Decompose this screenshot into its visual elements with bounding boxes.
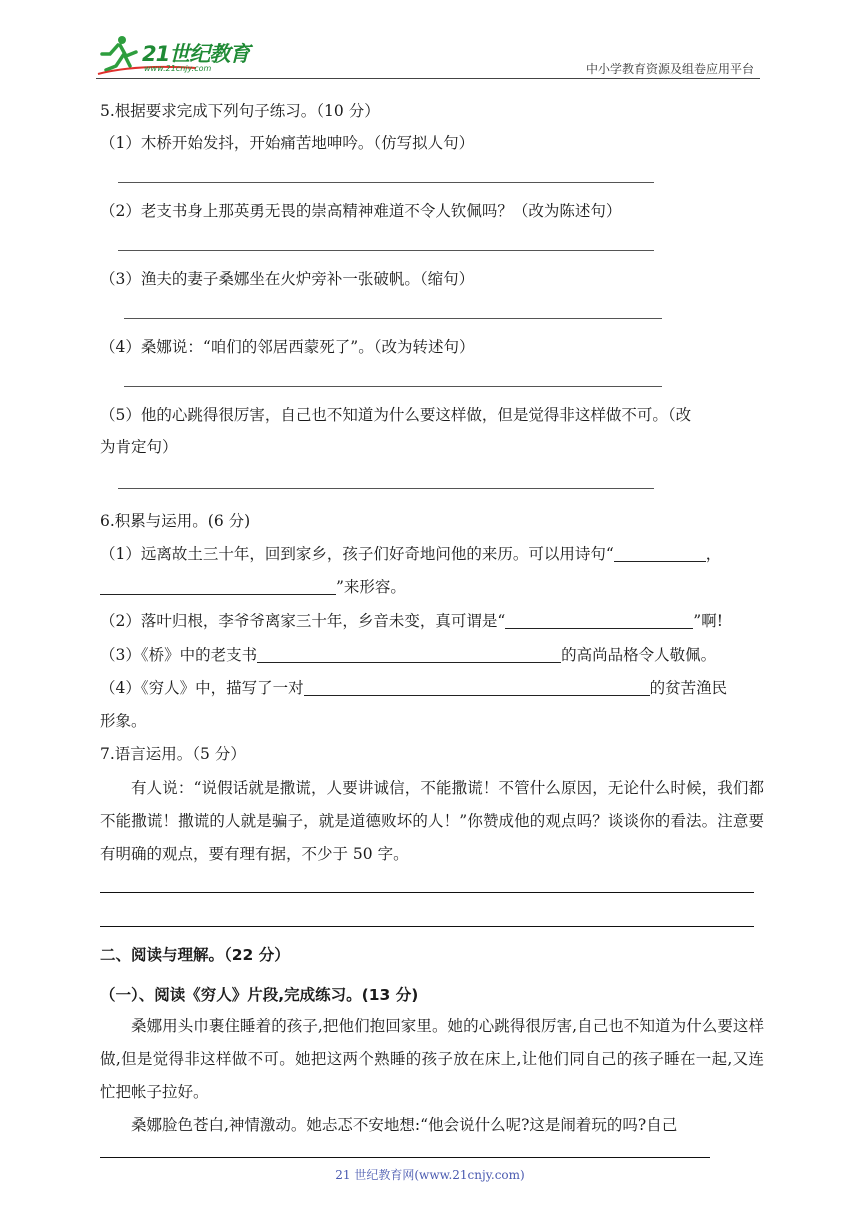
answer-line-q5-3[interactable] <box>124 318 662 319</box>
blank-q6-3[interactable] <box>257 644 561 663</box>
q5-item-2: （2）老支书身上那英勇无畏的崇高精神难道不令人钦佩吗？（改为陈述句） <box>100 202 622 220</box>
q6-item-1-tail: ”来形容。 <box>336 578 406 596</box>
blank-q6-1a[interactable] <box>614 543 706 562</box>
q6-item-1-comma: ， <box>705 545 722 563</box>
q5-item-5-line1: （5）他的心跳得很厉害，自己也不知道为什么要这样做，但是觉得非这样做不可。（改 <box>100 406 692 424</box>
answer-line-q5-1[interactable] <box>118 182 654 183</box>
page-header <box>96 30 760 80</box>
q6-item-2-tail: ”啊! <box>693 612 723 630</box>
answer-line-q5-4[interactable] <box>124 386 662 387</box>
section-2-subtitle: （一）、阅读《穷人》片段,完成练习。(13 分) <box>100 986 419 1004</box>
q6-item-4 <box>100 677 727 699</box>
answer-line-q7-2[interactable] <box>100 926 754 927</box>
q6-item-4-cont: 形象。 <box>100 712 147 730</box>
q6-item-1 <box>100 543 721 565</box>
reading-paragraph-1: 桑娜用头巾裹住睡着的孩子,把他们抱回家里。她的心跳得很厉害,自己也不知道为什么要这样做,但是觉得非这样做不可。她把这两个熟睡的孩子放在床上,让他们同自己的孩子睡在一起,又连忙把帐子拉好。 <box>100 1017 764 1101</box>
answer-line-q7-1[interactable] <box>100 892 754 893</box>
q5-item-5-line2: 为肯定句） <box>100 438 178 456</box>
q6-item-4-text: （4）《穷人》中，描写了一对 <box>100 679 304 697</box>
q5-item-1: （1）木桥开始发抖，开始痛苦地呻吟。（仿写拟人句） <box>100 134 475 152</box>
q6-item-3-text: （3）《桥》中的老支书 <box>100 646 258 664</box>
q5-title: 5.根据要求完成下列句子练习。（10 分） <box>100 102 380 120</box>
q7-paragraph: 有人说：“说假话就是撒谎，人要讲诚信，不能撒谎！不管什么原因，无论什么时候，我们都不能撒谎！撒谎的人就是骗子，就是道德败坏的人！”你赞成他的观点吗？谈谈你的看法。注意要有明确的观点，要有理有据，不少于 50 字。 <box>100 779 764 863</box>
footer-divider <box>100 1157 710 1158</box>
logo-title: 21世纪教育 <box>142 42 250 66</box>
q7-title: 7.语言运用。（5 分） <box>100 745 246 763</box>
q6-item-2 <box>100 610 723 632</box>
q6-title: 6.积累与运用。(6 分) <box>100 512 251 530</box>
blank-q6-1b[interactable] <box>100 576 336 595</box>
blank-q6-2[interactable] <box>505 610 693 629</box>
q6-item-1-text: （1）远离故土三十年，回到家乡，孩子们好奇地问他的来历。可以用诗句“ <box>100 545 614 563</box>
footer-text[interactable]: 21 世纪教育网(www.21cnjy.com) <box>335 1168 525 1182</box>
q5-item-3: （3）渔夫的妻子桑娜坐在火炉旁补一张破帆。（缩句） <box>100 270 475 288</box>
logo-url: www.21cnjy.com <box>144 64 212 73</box>
q6-item-1-cont <box>100 576 406 598</box>
header-platform-text: 中小学教育资源及组卷应用平台 <box>585 62 754 76</box>
q6-item-3 <box>100 644 716 666</box>
header-divider <box>96 78 760 79</box>
q5-item-4: （4）桑娜说：“咱们的邻居西蒙死了”。（改为转述句） <box>100 338 475 356</box>
blank-q6-4[interactable] <box>304 677 650 696</box>
answer-line-q5-5[interactable] <box>118 488 654 489</box>
section-2-title: 二、阅读与理解。（22 分） <box>100 946 290 964</box>
q6-item-2-text: （2）落叶归根，李爷爷离家三十年，乡音未变，真可谓是“ <box>100 612 506 630</box>
reading-paragraph-2: 桑娜脸色苍白,神情激动。她忐忑不安地想:“他会说什么呢?这是闹着玩的吗?自己 <box>131 1116 678 1134</box>
q6-item-4-tail: 的贫苦渔民 <box>649 679 728 697</box>
answer-line-q5-2[interactable] <box>118 250 654 251</box>
q6-item-3-tail: 的高尚品格令人敬佩。 <box>561 646 717 664</box>
